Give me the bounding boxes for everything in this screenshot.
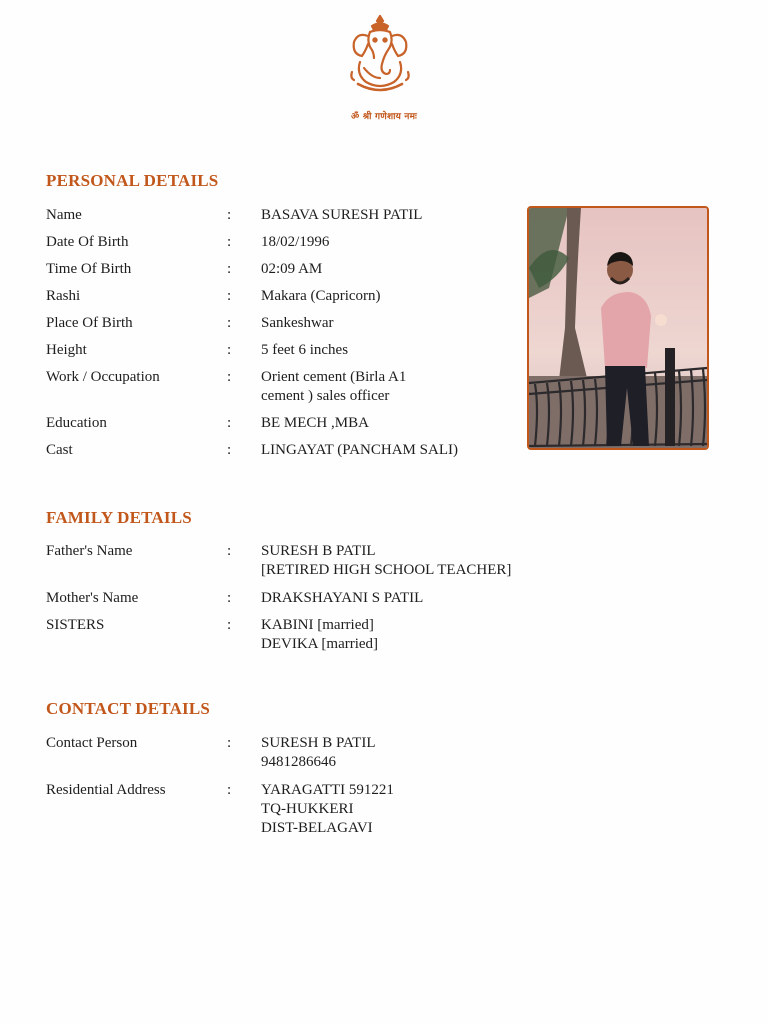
detail-separator: : xyxy=(227,617,232,633)
personal-details-heading: PERSONAL DETAILS xyxy=(46,171,219,190)
detail-separator: : xyxy=(227,315,232,331)
family-details-heading: FAMILY DETAILS xyxy=(46,508,192,527)
detail-value xyxy=(261,206,541,225)
detail-value xyxy=(261,368,541,406)
detail-value xyxy=(261,781,541,838)
detail-value-line: 9481286646 xyxy=(261,754,336,770)
detail-value xyxy=(261,341,541,360)
detail-value-line: KABINI [married] xyxy=(261,617,374,633)
detail-label: Work / Occupation xyxy=(46,369,160,385)
detail-label: Mother's Name xyxy=(46,590,139,606)
ganesha-icon xyxy=(344,12,416,96)
detail-value xyxy=(261,233,541,252)
detail-value-line: 02:09 AM xyxy=(261,261,323,277)
detail-separator: : xyxy=(227,590,232,606)
detail-value-line: DIST-BELAGAVI xyxy=(261,820,373,836)
detail-value-line: 18/02/1996 xyxy=(261,234,330,250)
profile-photo-image xyxy=(529,208,707,448)
detail-value-line: DEVIKA [married] xyxy=(261,636,379,652)
detail-value-line: Orient cement (Birla A1 xyxy=(261,369,407,385)
detail-value xyxy=(261,441,541,460)
detail-label: Height xyxy=(46,342,87,358)
detail-value-line: DRAKSHAYANI S PATIL xyxy=(261,590,424,606)
detail-value-line: 5 feet 6 inches xyxy=(261,342,349,358)
detail-separator: : xyxy=(227,288,232,304)
detail-label: Date Of Birth xyxy=(46,234,129,250)
detail-value xyxy=(261,734,541,772)
detail-label: SISTERS xyxy=(46,617,105,633)
detail-label: Name xyxy=(46,207,82,223)
mantra-text: ॐ श्री गणेशाय नमः xyxy=(351,112,417,122)
detail-value-line: SURESH B PATIL xyxy=(261,543,376,559)
detail-value xyxy=(261,314,541,333)
detail-value-line: LINGAYAT (PANCHAM SALI) xyxy=(261,442,458,458)
detail-value-line: YARAGATTI 591221 xyxy=(261,782,394,798)
detail-label: Father's Name xyxy=(46,543,133,559)
detail-separator: : xyxy=(227,234,232,250)
detail-separator: : xyxy=(227,543,232,559)
detail-label: Place Of Birth xyxy=(46,315,133,331)
detail-value-line: Makara (Capricorn) xyxy=(261,288,381,304)
detail-label: Education xyxy=(46,415,107,431)
detail-separator: : xyxy=(227,782,232,798)
detail-separator: : xyxy=(227,442,232,458)
detail-value-line: TQ-HUKKERI xyxy=(261,801,354,817)
detail-value-line: BASAVA SURESH PATIL xyxy=(261,207,423,223)
contact-details-heading: CONTACT DETAILS xyxy=(46,699,211,718)
detail-label: Contact Person xyxy=(46,735,138,751)
detail-value xyxy=(261,287,541,306)
profile-photo xyxy=(527,206,709,450)
detail-value xyxy=(261,414,541,433)
detail-separator: : xyxy=(227,369,232,385)
detail-value-line: BE MECH ,MBA xyxy=(261,415,369,431)
detail-label: Time Of Birth xyxy=(46,261,132,277)
detail-separator: : xyxy=(227,342,232,358)
detail-value xyxy=(261,542,541,580)
detail-separator: : xyxy=(227,261,232,277)
detail-value-line: SURESH B PATIL xyxy=(261,735,376,751)
detail-value xyxy=(261,260,541,279)
detail-label: Cast xyxy=(46,442,73,458)
detail-separator: : xyxy=(227,735,232,751)
detail-value-line: cement ) sales officer xyxy=(261,388,390,404)
detail-label: Rashi xyxy=(46,288,81,304)
detail-value-line: Sankeshwar xyxy=(261,315,334,331)
detail-separator: : xyxy=(227,207,232,223)
detail-separator: : xyxy=(227,415,232,431)
detail-value xyxy=(261,589,541,608)
detail-value-line: [RETIRED HIGH SCHOOL TEACHER] xyxy=(261,562,512,578)
detail-label: Residential Address xyxy=(46,782,166,798)
detail-value xyxy=(261,616,541,654)
